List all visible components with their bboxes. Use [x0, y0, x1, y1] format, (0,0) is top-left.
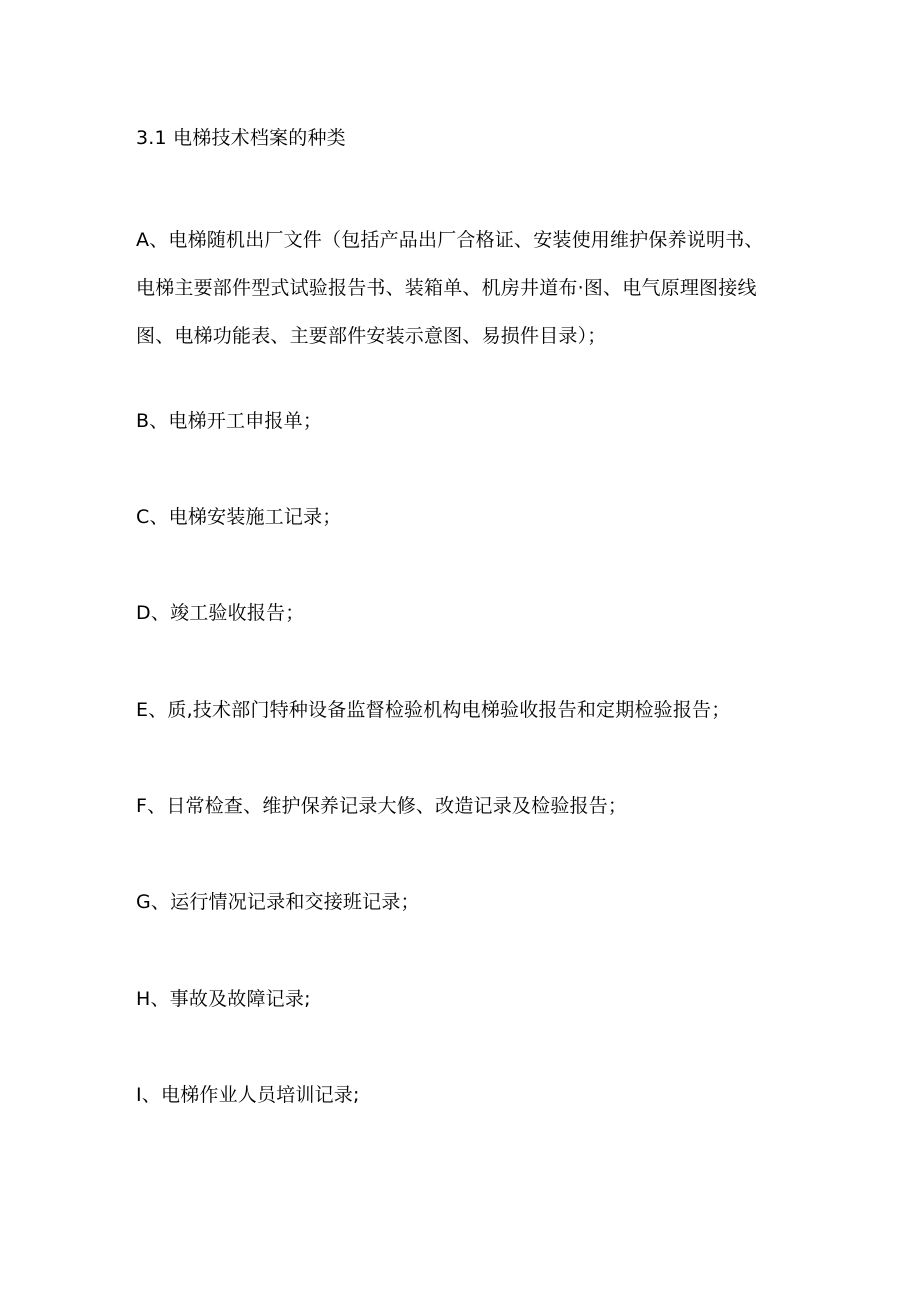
list-item-c: C、电梯安装施工记录； [136, 506, 342, 528]
list-item-a: A、电梯随机出厂文件（包括产品出厂合格证、安装使用维护保养说明书、电梯主要部件型式试验报告书、装箱单、机房井道布·图、电气原理图接线图、电梯功能表、主要部件安装示意图、易损件目录）； [136, 229, 764, 347]
list-item-b: B、电梯开工申报单； [136, 410, 323, 432]
list-item-d: D、竣工验收报告； [136, 602, 305, 624]
list-item-h: H、事故及故障记录; [136, 988, 311, 1010]
list-item-g: G、运行情况记录和交接班记录； [136, 891, 420, 913]
section-heading: 3.1 电梯技术档案的种类 [136, 127, 346, 149]
list-item-i: I、电梯作业人员培训记录; [136, 1084, 360, 1106]
list-item-f: F、日常检查、维护保养记录大修、改造记录及检验报告； [136, 795, 628, 817]
list-item-e: E、质,技术部门特种设备监督检验机构电梯验收报告和定期检验报告； [136, 699, 731, 721]
